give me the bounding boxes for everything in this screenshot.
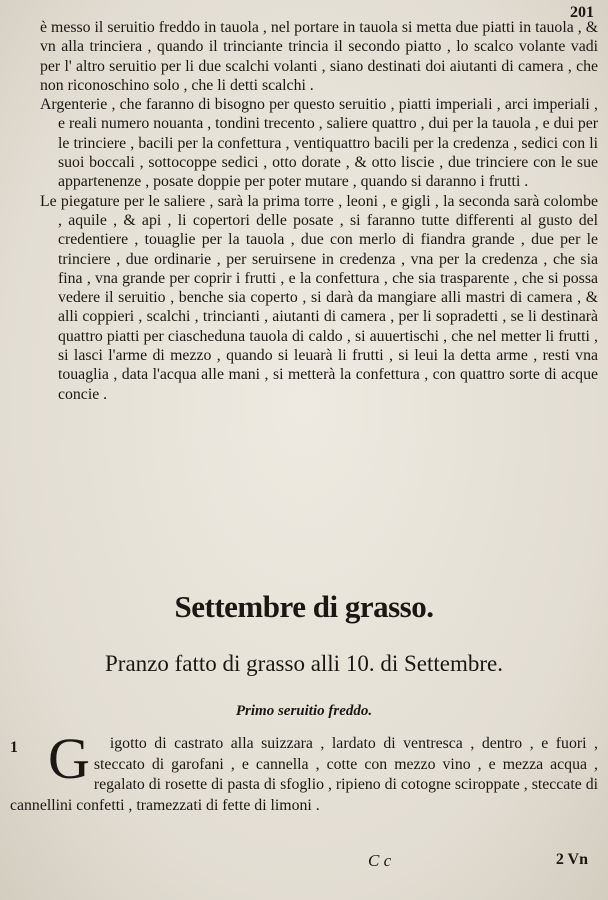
menu-subheading: Pranzo fatto di grasso alli 10. di Settembre. — [105, 651, 503, 676]
section-heading: Settembre di grasso. — [174, 589, 434, 624]
drop-cap: G — [48, 726, 90, 791]
paragraph-service-instructions: è messo il seruitio freddo in tauola , nel portare in tauola si metta due piatti in tauola , & vn alla trinciera , quando il trinciante trincia il secondo piatto , lo scalco volante vadi per l' altro seruitio per li due scalchi volanti , siano destinati doi aiutanti di camera , che non riconoschino solo , che li detti scalchi . — [40, 19, 598, 94]
dish-entry — [10, 726, 598, 816]
paragraph-silverware: Argenterie , che faranno di bisogno per questo seruitio , piatti imperiali , arci imperiali , e reali numero nouanta , tondini trecento , saliere quattro , dui per la tauola , e dui per le trinciere , bacili per la confettura , ventiquattro bacili per la credenza , sedici con li suoi boccali , sottocoppe sedici , otto dorate , & otto liscie , due trinciere con le sue appartenenze , posate doppie per poter mutare , quando si daranno i frutti . — [40, 96, 598, 191]
dish-number: 1 — [10, 739, 18, 756]
catchword: 2 Vn — [555, 851, 588, 868]
dish-text: igotto di castrato alla suizzara , lardato di ventresca , dentro , e fuori , steccato di garofani , e cannella , cotte con mezzo vino , e mezza acqua , regalato di rosette di pasta di sfoglio , ripieno di cotogne sciroppate , steccate di cannellini confetti , tramezzati di fette di limoni . — [10, 735, 598, 814]
service-title: Primo seruitio freddo. — [235, 703, 373, 719]
paragraph-folding: Le piegature per le saliere , sarà la prima torre , leoni , e gigli , la seconda sarà colombe , aquile , & api , li copertori delle posate , si faranno tutte differenti al gusto del credentiere , touaglie per la tauola , due con merlo di fiandra grande , due per le trinciere , due ordinarie , per seruirsene in credenza , vna per la credenza , che sia fina , vna grande per coprir i frutti , e la confettura , che sia trasparente , che si possa vedere il seruitio , benche sia coperto , si darà da mangiare alli mastri di camera , & alli coppieri , scalchi , trincianti , aiutanti di camera , per li sopradetti , se li destinarà quattro piatti per ciascheduna tauola di caldo , si auuertischi , che nel metter li frutti , si lasci l'arme di mezzo , quando si leuarà li frutti , si leui la detta arme , resti vna touaglia , data l'acqua alle mani , si metterà la confettura , con quattro sorte di acque concie . — [40, 192, 598, 403]
body-text — [40, 18, 598, 404]
page-number: 201 — [570, 4, 594, 21]
signature-mark: C c — [368, 851, 392, 870]
